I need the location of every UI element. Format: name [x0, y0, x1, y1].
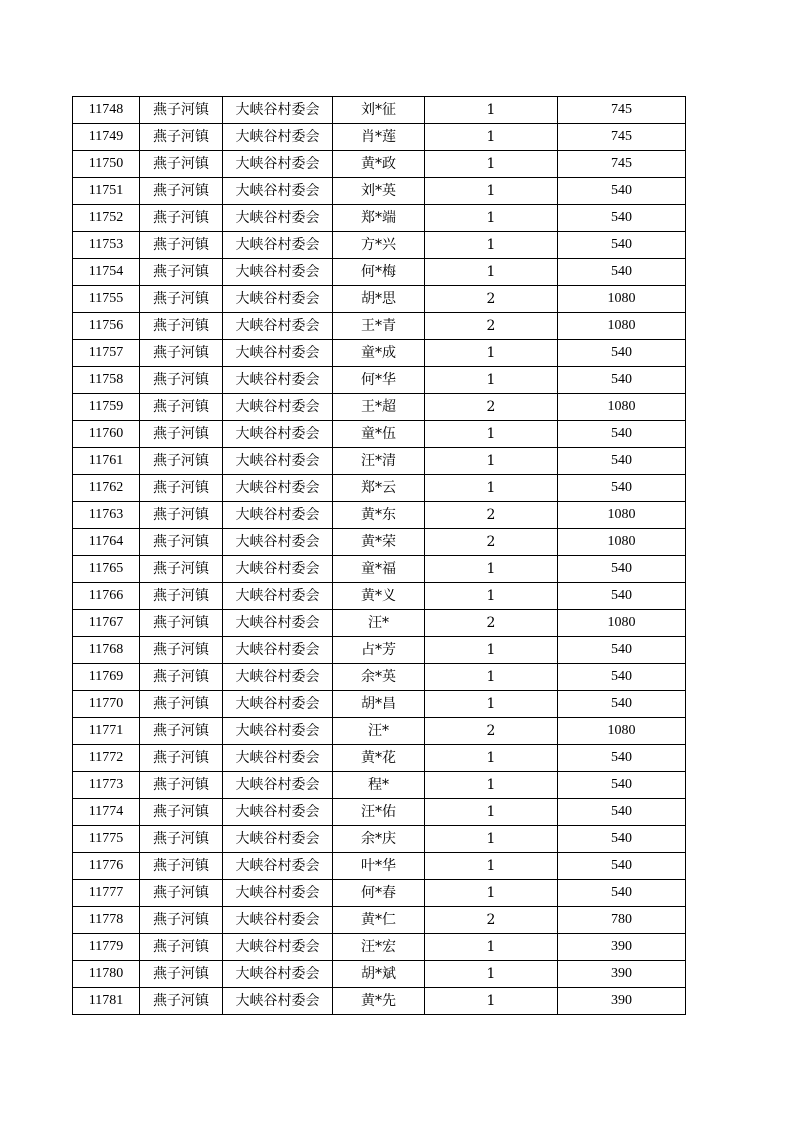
- cell-town: 燕子河镇: [140, 394, 223, 421]
- cell-amount: 540: [558, 232, 686, 259]
- cell-person-name: 肖*莲: [333, 124, 425, 151]
- cell-village: 大峡谷村委会: [223, 826, 333, 853]
- cell-village: 大峡谷村委会: [223, 448, 333, 475]
- cell-count: 2: [425, 502, 558, 529]
- cell-serial-number: 11776: [73, 853, 140, 880]
- cell-village: 大峡谷村委会: [223, 691, 333, 718]
- cell-amount: 540: [558, 799, 686, 826]
- cell-amount: 540: [558, 421, 686, 448]
- cell-village: 大峡谷村委会: [223, 961, 333, 988]
- cell-serial-number: 11750: [73, 151, 140, 178]
- table-row: [73, 340, 686, 367]
- table-row: [73, 691, 686, 718]
- cell-count: 2: [425, 718, 558, 745]
- cell-count: 1: [425, 799, 558, 826]
- table-row: [73, 124, 686, 151]
- cell-count: 1: [425, 367, 558, 394]
- cell-village: 大峡谷村委会: [223, 421, 333, 448]
- cell-person-name: 胡*思: [333, 286, 425, 313]
- cell-serial-number: 11758: [73, 367, 140, 394]
- cell-village: 大峡谷村委会: [223, 637, 333, 664]
- cell-town: 燕子河镇: [140, 610, 223, 637]
- cell-count: 1: [425, 853, 558, 880]
- cell-person-name: 汪*清: [333, 448, 425, 475]
- cell-serial-number: 11772: [73, 745, 140, 772]
- cell-serial-number: 11753: [73, 232, 140, 259]
- cell-village: 大峡谷村委会: [223, 124, 333, 151]
- cell-amount: 540: [558, 475, 686, 502]
- cell-count: 2: [425, 394, 558, 421]
- cell-village: 大峡谷村委会: [223, 556, 333, 583]
- table-row: [73, 745, 686, 772]
- cell-amount: 540: [558, 178, 686, 205]
- table-row: [73, 178, 686, 205]
- cell-serial-number: 11762: [73, 475, 140, 502]
- cell-village: 大峡谷村委会: [223, 934, 333, 961]
- data-table: [72, 96, 686, 1015]
- table-row: [73, 772, 686, 799]
- cell-village: 大峡谷村委会: [223, 475, 333, 502]
- cell-town: 燕子河镇: [140, 772, 223, 799]
- table-row: [73, 286, 686, 313]
- cell-amount: 1080: [558, 286, 686, 313]
- cell-person-name: 童*伍: [333, 421, 425, 448]
- cell-town: 燕子河镇: [140, 502, 223, 529]
- cell-person-name: 童*成: [333, 340, 425, 367]
- cell-person-name: 占*芳: [333, 637, 425, 664]
- cell-town: 燕子河镇: [140, 745, 223, 772]
- cell-amount: 540: [558, 367, 686, 394]
- cell-town: 燕子河镇: [140, 637, 223, 664]
- cell-count: 1: [425, 232, 558, 259]
- cell-serial-number: 11769: [73, 664, 140, 691]
- cell-amount: 540: [558, 583, 686, 610]
- cell-village: 大峡谷村委会: [223, 340, 333, 367]
- cell-amount: 745: [558, 151, 686, 178]
- cell-town: 燕子河镇: [140, 583, 223, 610]
- table-row: [73, 556, 686, 583]
- cell-serial-number: 11774: [73, 799, 140, 826]
- cell-amount: 540: [558, 826, 686, 853]
- cell-amount: 1080: [558, 610, 686, 637]
- cell-amount: 1080: [558, 718, 686, 745]
- cell-amount: 540: [558, 205, 686, 232]
- cell-town: 燕子河镇: [140, 556, 223, 583]
- table-row: [73, 961, 686, 988]
- table-row: [73, 421, 686, 448]
- cell-serial-number: 11771: [73, 718, 140, 745]
- cell-person-name: 黄*花: [333, 745, 425, 772]
- cell-person-name: 余*英: [333, 664, 425, 691]
- cell-person-name: 郑*云: [333, 475, 425, 502]
- cell-count: 1: [425, 340, 558, 367]
- cell-person-name: 黄*荣: [333, 529, 425, 556]
- cell-count: 1: [425, 961, 558, 988]
- cell-village: 大峡谷村委会: [223, 718, 333, 745]
- cell-amount: 780: [558, 907, 686, 934]
- cell-amount: 1080: [558, 313, 686, 340]
- cell-town: 燕子河镇: [140, 124, 223, 151]
- cell-town: 燕子河镇: [140, 313, 223, 340]
- cell-village: 大峡谷村委会: [223, 178, 333, 205]
- cell-person-name: 何*梅: [333, 259, 425, 286]
- cell-town: 燕子河镇: [140, 907, 223, 934]
- cell-person-name: 胡*斌: [333, 961, 425, 988]
- cell-amount: 540: [558, 556, 686, 583]
- cell-town: 燕子河镇: [140, 853, 223, 880]
- cell-town: 燕子河镇: [140, 961, 223, 988]
- cell-serial-number: 11767: [73, 610, 140, 637]
- cell-person-name: 黄*义: [333, 583, 425, 610]
- table-row: [73, 151, 686, 178]
- cell-town: 燕子河镇: [140, 367, 223, 394]
- table-row: [73, 367, 686, 394]
- cell-count: 1: [425, 988, 558, 1015]
- cell-amount: 390: [558, 934, 686, 961]
- cell-count: 1: [425, 772, 558, 799]
- table-row: [73, 934, 686, 961]
- cell-person-name: 刘*征: [333, 97, 425, 124]
- cell-person-name: 刘*英: [333, 178, 425, 205]
- cell-amount: 540: [558, 772, 686, 799]
- table-row: [73, 853, 686, 880]
- cell-person-name: 何*春: [333, 880, 425, 907]
- cell-amount: 1080: [558, 394, 686, 421]
- cell-count: 2: [425, 529, 558, 556]
- cell-amount: 540: [558, 637, 686, 664]
- cell-serial-number: 11756: [73, 313, 140, 340]
- cell-person-name: 汪*: [333, 718, 425, 745]
- cell-amount: 745: [558, 124, 686, 151]
- cell-town: 燕子河镇: [140, 97, 223, 124]
- table-row: [73, 664, 686, 691]
- cell-serial-number: 11748: [73, 97, 140, 124]
- cell-person-name: 童*福: [333, 556, 425, 583]
- cell-serial-number: 11759: [73, 394, 140, 421]
- table-row: [73, 394, 686, 421]
- cell-person-name: 程*: [333, 772, 425, 799]
- cell-count: 1: [425, 745, 558, 772]
- cell-serial-number: 11778: [73, 907, 140, 934]
- cell-village: 大峡谷村委会: [223, 97, 333, 124]
- cell-count: 1: [425, 556, 558, 583]
- cell-town: 燕子河镇: [140, 178, 223, 205]
- cell-town: 燕子河镇: [140, 421, 223, 448]
- cell-person-name: 何*华: [333, 367, 425, 394]
- cell-count: 1: [425, 934, 558, 961]
- cell-town: 燕子河镇: [140, 934, 223, 961]
- cell-amount: 540: [558, 664, 686, 691]
- table-row: [73, 97, 686, 124]
- cell-serial-number: 11775: [73, 826, 140, 853]
- cell-village: 大峡谷村委会: [223, 988, 333, 1015]
- cell-person-name: 黄*先: [333, 988, 425, 1015]
- cell-serial-number: 11751: [73, 178, 140, 205]
- cell-village: 大峡谷村委会: [223, 907, 333, 934]
- table-row: [73, 529, 686, 556]
- cell-town: 燕子河镇: [140, 718, 223, 745]
- table-row: [73, 718, 686, 745]
- cell-town: 燕子河镇: [140, 826, 223, 853]
- cell-serial-number: 11779: [73, 934, 140, 961]
- cell-amount: 540: [558, 340, 686, 367]
- table-row: [73, 448, 686, 475]
- cell-serial-number: 11760: [73, 421, 140, 448]
- cell-village: 大峡谷村委会: [223, 745, 333, 772]
- cell-count: 1: [425, 637, 558, 664]
- cell-person-name: 黄*仁: [333, 907, 425, 934]
- cell-count: 2: [425, 610, 558, 637]
- cell-village: 大峡谷村委会: [223, 367, 333, 394]
- cell-person-name: 王*青: [333, 313, 425, 340]
- cell-count: 1: [425, 151, 558, 178]
- cell-town: 燕子河镇: [140, 340, 223, 367]
- cell-person-name: 余*庆: [333, 826, 425, 853]
- cell-count: 1: [425, 448, 558, 475]
- table-row: [73, 259, 686, 286]
- cell-village: 大峡谷村委会: [223, 583, 333, 610]
- table-row: [73, 880, 686, 907]
- cell-serial-number: 11768: [73, 637, 140, 664]
- cell-person-name: 汪*宏: [333, 934, 425, 961]
- cell-count: 1: [425, 97, 558, 124]
- cell-amount: 390: [558, 988, 686, 1015]
- cell-village: 大峡谷村委会: [223, 232, 333, 259]
- cell-town: 燕子河镇: [140, 664, 223, 691]
- cell-serial-number: 11763: [73, 502, 140, 529]
- cell-serial-number: 11773: [73, 772, 140, 799]
- cell-village: 大峡谷村委会: [223, 205, 333, 232]
- cell-count: 1: [425, 880, 558, 907]
- cell-town: 燕子河镇: [140, 286, 223, 313]
- cell-town: 燕子河镇: [140, 448, 223, 475]
- cell-town: 燕子河镇: [140, 475, 223, 502]
- cell-person-name: 黄*东: [333, 502, 425, 529]
- cell-town: 燕子河镇: [140, 259, 223, 286]
- cell-serial-number: 11765: [73, 556, 140, 583]
- cell-serial-number: 11777: [73, 880, 140, 907]
- cell-count: 1: [425, 259, 558, 286]
- cell-town: 燕子河镇: [140, 691, 223, 718]
- cell-amount: 540: [558, 448, 686, 475]
- cell-person-name: 王*超: [333, 394, 425, 421]
- table-row: [73, 799, 686, 826]
- cell-serial-number: 11766: [73, 583, 140, 610]
- cell-count: 1: [425, 178, 558, 205]
- cell-town: 燕子河镇: [140, 205, 223, 232]
- cell-person-name: 汪*: [333, 610, 425, 637]
- table-row: [73, 637, 686, 664]
- cell-village: 大峡谷村委会: [223, 286, 333, 313]
- cell-count: 2: [425, 286, 558, 313]
- cell-village: 大峡谷村委会: [223, 502, 333, 529]
- cell-count: 1: [425, 421, 558, 448]
- cell-person-name: 方*兴: [333, 232, 425, 259]
- cell-count: 1: [425, 691, 558, 718]
- cell-person-name: 黄*政: [333, 151, 425, 178]
- cell-serial-number: 11757: [73, 340, 140, 367]
- cell-town: 燕子河镇: [140, 529, 223, 556]
- table-row: [73, 475, 686, 502]
- cell-village: 大峡谷村委会: [223, 259, 333, 286]
- cell-count: 1: [425, 124, 558, 151]
- cell-village: 大峡谷村委会: [223, 394, 333, 421]
- cell-serial-number: 11754: [73, 259, 140, 286]
- cell-town: 燕子河镇: [140, 799, 223, 826]
- cell-amount: 540: [558, 745, 686, 772]
- cell-village: 大峡谷村委会: [223, 853, 333, 880]
- cell-village: 大峡谷村委会: [223, 610, 333, 637]
- cell-count: 2: [425, 313, 558, 340]
- cell-amount: 540: [558, 853, 686, 880]
- cell-town: 燕子河镇: [140, 151, 223, 178]
- table-row: [73, 610, 686, 637]
- cell-village: 大峡谷村委会: [223, 313, 333, 340]
- cell-serial-number: 11761: [73, 448, 140, 475]
- cell-serial-number: 11780: [73, 961, 140, 988]
- cell-count: 1: [425, 826, 558, 853]
- table-row: [73, 313, 686, 340]
- cell-serial-number: 11755: [73, 286, 140, 313]
- table-row: [73, 205, 686, 232]
- cell-amount: 390: [558, 961, 686, 988]
- cell-person-name: 叶*华: [333, 853, 425, 880]
- cell-village: 大峡谷村委会: [223, 799, 333, 826]
- table-row: [73, 988, 686, 1015]
- cell-count: 2: [425, 907, 558, 934]
- cell-village: 大峡谷村委会: [223, 772, 333, 799]
- cell-village: 大峡谷村委会: [223, 529, 333, 556]
- cell-count: 1: [425, 205, 558, 232]
- cell-village: 大峡谷村委会: [223, 664, 333, 691]
- cell-serial-number: 11764: [73, 529, 140, 556]
- cell-town: 燕子河镇: [140, 232, 223, 259]
- table-row: [73, 907, 686, 934]
- cell-amount: 745: [558, 97, 686, 124]
- cell-town: 燕子河镇: [140, 880, 223, 907]
- table-row: [73, 583, 686, 610]
- cell-amount: 540: [558, 880, 686, 907]
- cell-serial-number: 11749: [73, 124, 140, 151]
- table-body: [73, 97, 686, 1015]
- table-row: [73, 826, 686, 853]
- cell-serial-number: 11781: [73, 988, 140, 1015]
- cell-count: 1: [425, 475, 558, 502]
- table-row: [73, 232, 686, 259]
- cell-amount: 1080: [558, 502, 686, 529]
- cell-person-name: 郑*端: [333, 205, 425, 232]
- cell-amount: 540: [558, 691, 686, 718]
- cell-count: 1: [425, 664, 558, 691]
- cell-village: 大峡谷村委会: [223, 151, 333, 178]
- table-row: [73, 502, 686, 529]
- cell-village: 大峡谷村委会: [223, 880, 333, 907]
- cell-amount: 540: [558, 259, 686, 286]
- cell-town: 燕子河镇: [140, 988, 223, 1015]
- cell-count: 1: [425, 583, 558, 610]
- cell-amount: 1080: [558, 529, 686, 556]
- cell-serial-number: 11770: [73, 691, 140, 718]
- cell-serial-number: 11752: [73, 205, 140, 232]
- cell-person-name: 胡*昌: [333, 691, 425, 718]
- cell-person-name: 汪*佑: [333, 799, 425, 826]
